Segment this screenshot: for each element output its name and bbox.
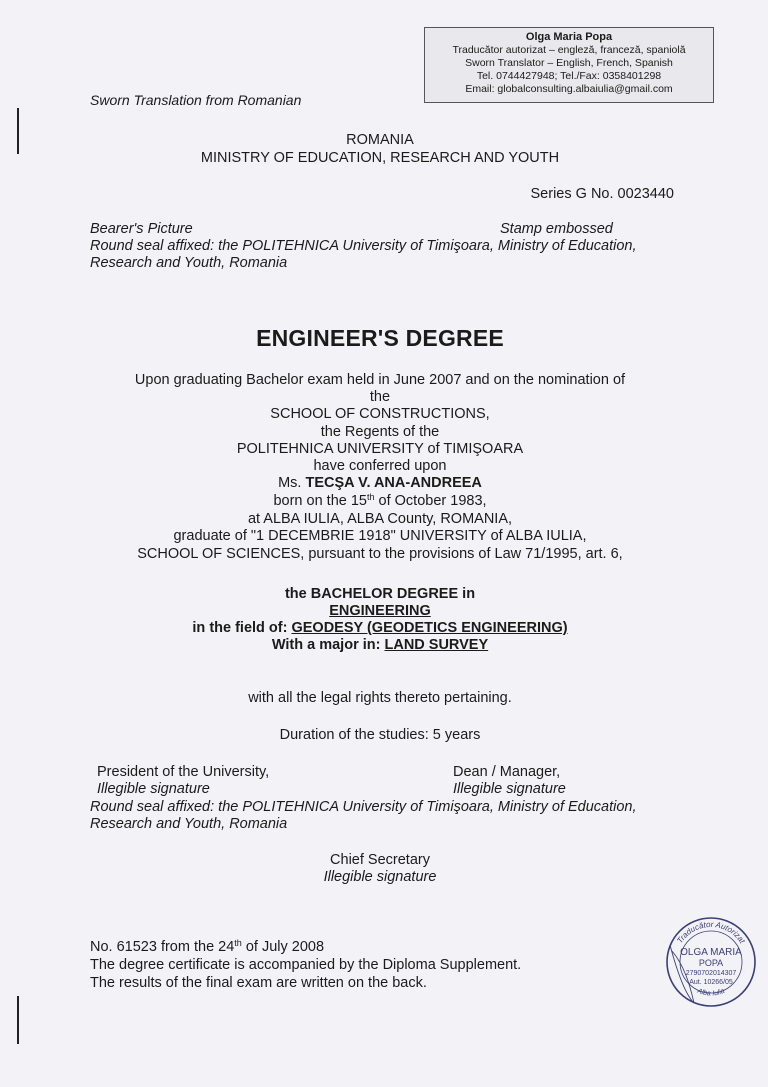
- field-label: in the field of:: [192, 620, 292, 636]
- field-name: [90, 603, 670, 620]
- footer-line-3: The results of the final exam are written on the back.: [90, 975, 427, 991]
- seal-note-3: Round seal affixed: the POLITEHNICA University of Timişoara, Ministry of Education,: [90, 799, 637, 815]
- graduate-line: graduate of "1 DECEMBRIE 1918" UNIVERSITY of ALBA IULIA,: [173, 528, 587, 544]
- stamp-name-2: POPA: [698, 958, 724, 968]
- translator-line4: Email: globalconsulting.albaiulia@gmail.com: [465, 83, 673, 95]
- seal-note-4: Research and Youth, Romania: [90, 816, 288, 832]
- country: ROMANIA: [346, 132, 414, 148]
- degree-title: ENGINEER'S DEGREE: [256, 325, 504, 351]
- president-title: President of the University,: [97, 764, 270, 780]
- stamp-aut: Aut. 10266/05: [689, 979, 733, 986]
- body-line-3: SCHOOL OF CONSTRUCTIONS,: [270, 406, 490, 422]
- translator-line1: Traducător autorizat – engleză, franceză, spaniolă: [452, 44, 686, 56]
- field-name-value: ENGINEERING: [329, 603, 431, 619]
- president-signature: Illegible signature: [97, 781, 210, 797]
- dean-title: Dean / Manager,: [453, 764, 561, 780]
- major-label: With a major in:: [271, 637, 385, 653]
- footer-number: [90, 939, 670, 956]
- birth-text-2: of October 1983,: [374, 493, 487, 509]
- law-line: SCHOOL OF SCIENCES, pursuant to the provisions of Law 71/1995, art. 6,: [137, 546, 623, 562]
- translator-stamp: [664, 915, 758, 1009]
- margin-mark-bottom: [17, 996, 19, 1044]
- margin-mark-top: [17, 108, 19, 154]
- stamp-name-1: OLGA MARIA: [680, 947, 742, 958]
- bachelor-degree: the BACHELOR DEGREE in: [284, 586, 476, 602]
- footer-line-2: The degree certificate is accompanied by the Diploma Supplement.: [90, 957, 522, 973]
- chief-secretary: Chief Secretary: [330, 852, 430, 868]
- recipient-name: TECŞA V. ANA-ANDREEA: [305, 475, 482, 491]
- seal-note-1: Round seal affixed: the POLITEHNICA University of Timişoara, Ministry of Education,: [90, 238, 637, 254]
- birth-place: at ALBA IULIA, ALBA County, ROMANIA,: [247, 511, 513, 527]
- seal-note-2: Research and Youth, Romania: [90, 255, 288, 271]
- footer-number-text: No. 61523 from the 24: [90, 939, 235, 955]
- birth-text: born on the 15: [273, 493, 367, 509]
- body-line-1: Upon graduating Bachelor exam held in June 2007 and on the nomination of: [134, 372, 626, 388]
- stamp-embossed: Stamp embossed: [500, 221, 613, 237]
- duration-line: Duration of the studies: 5 years: [279, 727, 481, 743]
- translator-line2: Sworn Translator – English, French, Spanish: [465, 57, 673, 69]
- translator-name: Olga Maria Popa: [525, 31, 613, 43]
- field-line: [90, 620, 670, 637]
- series-number: Series G No. 0023440: [530, 186, 674, 202]
- field-value: GEODESY (GEODETICS ENGINEERING): [291, 620, 568, 636]
- stamp-city: Alba Iulia: [696, 987, 726, 998]
- body-line-6: have conferred upon: [313, 458, 447, 474]
- footer-number-sup: th: [234, 938, 242, 948]
- major-value: LAND SURVEY: [384, 637, 489, 653]
- sworn-translation-label: Sworn Translation from Romanian: [90, 92, 302, 108]
- birth-sup: th: [366, 492, 375, 502]
- translator-header: [424, 27, 714, 103]
- recipient-line: [90, 475, 670, 492]
- recipient-prefix: Ms.: [278, 475, 302, 491]
- body-line-2: the: [369, 389, 391, 405]
- rights-line: with all the legal rights thereto pertaining.: [248, 690, 512, 706]
- dean-signature: Illegible signature: [453, 781, 566, 797]
- bearers-picture: Bearer's Picture: [90, 221, 193, 237]
- birth-line: [90, 493, 670, 510]
- body-line-4: the Regents of the: [320, 424, 440, 440]
- stamp-top-text: Traducător Autorizat: [675, 919, 747, 945]
- stamp-code: 2790702014307: [685, 970, 737, 977]
- translator-line3: Tel. 0744427948; Tel./Fax: 0358401298: [476, 70, 662, 82]
- footer-number-text-2: of July 2008: [241, 939, 325, 955]
- ministry: MINISTRY OF EDUCATION, RESEARCH AND YOUTH: [200, 150, 560, 166]
- chief-secretary-signature: Illegible signature: [323, 869, 437, 885]
- body-line-5: POLITEHNICA UNIVERSITY of TIMIŞOARA: [236, 441, 524, 457]
- major-line: [90, 637, 670, 654]
